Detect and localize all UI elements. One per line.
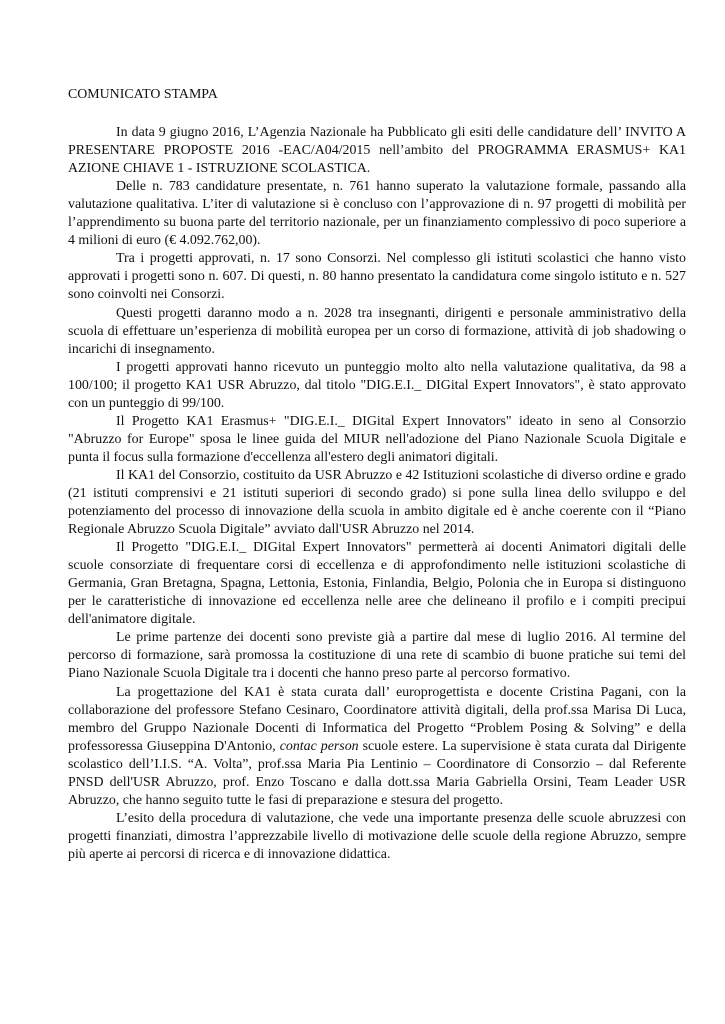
paragraph-candidature: Delle n. 783 candidature presentate, n. 761 hanno superato la valutazione formale, passando alla valutazione qualitativa. L’iter di valutazione si è concluso con l’approvazione di n. 97 progetti di mobilità per l’apprendimento su buona parte del territorio nazionale, per un finanziamento complessivo di poco superiore a 4 milioni di euro (€ 4.092.762,00). <box>68 179 686 249</box>
paragraph-mobility: Questi progetti daranno modo a n. 2028 tra insegnanti, dirigenti e personale amministrativo della scuola di effettuare un’esperienza di mobilità europea per un corso di formazione, attività di job shadowing o incarichi di insegnamento. <box>68 305 686 357</box>
paragraph-intro: In data 9 giugno 2016, L’Agenzia Nazionale ha Pubblicato gli esiti delle candidature dell’ INVITO A PRESENTARE PROPOSTE 2016 -EAC/A04/2015 nell’ambito del PROGRAMMA ERASMUS+ KA1 AZIONE CHIAVE 1 - ISTRUZIONE SCOLASTICA. <box>68 125 686 177</box>
credits-italic-term: contac person <box>279 738 359 754</box>
press-release-page <box>68 86 686 864</box>
paragraph-credits <box>68 684 686 810</box>
credits-text-after: scuole estere. La supervisione è stata curata dal Dirigente scolastico dell’I.I.S. “A. Volta”, prof.ssa Maria Pia Lentinio – Coordinatore di Consorzio – dal Referente PNSD dell'USR Abruzzo, prof. Enzo Toscano e dalla dott.ssa Maria Gabriella Orsini, Team Leader USR Abruzzo, che hanno seguito tutte le fasi di preparazione e stesura del progetto. <box>68 738 687 808</box>
document-title: COMUNICATO STAMPA <box>68 87 218 102</box>
paragraph-countries: Il Progetto "DIG.E.I._ DIGital Expert Innovators" permetterà ai docenti Animatori digitali delle scuole consorziate di frequentare corsi di eccellenza e di approfondimento nelle istituzioni scolastiche di Germania, Gran Bretagna, Spagna, Lettonia, Estonia, Finlandia, Belgio, Polonia che in Europa si distinguono per le caratteristiche di innovazione ed eccellenza nelle aree che delineano il profilo e i compiti precipui dell'animatore digitale. <box>68 540 686 628</box>
paragraph-departures: Le prime partenze dei docenti sono previste già a partire dal mese di luglio 2016. Al termine del percorso di formazione, sarà promossa la costituzione di una rete di scambio di buone pratiche sui temi del Piano Nazionale Scuola Digitale tra i docenti che hanno preso parte al percorso formativo. <box>68 630 686 682</box>
paragraph-scores: I progetti approvati hanno ricevuto un punteggio molto alto nella valutazione qualitativa, da 98 a 100/100; il progetto KA1 USR Abruzzo, dal titolo "DIG.E.I._ DIGital Expert Innovators", è stato approvato con un punteggio di 99/100. <box>68 359 686 411</box>
paragraph-project-digei: Il Progetto KA1 Erasmus+ "DIG.E.I._ DIGital Expert Innovators" ideato in seno al Consorzio "Abruzzo for Europe" sposa le linee guida del MIUR nell'adozione del Piano Nazionale Scuola Digitale e punta il focus sulla formazione d'eccellenza all'estero degli animatori digitali. <box>68 413 686 465</box>
credits-text-before: La progettazione del KA1 è stata curata dall’ europrogettista e docente Cristina Pagani, con la collaborazione del professore Stefano Cesinaro, Coordinatore attività digitali, della prof.ssa Marisa Di Luca, membro del Gruppo Nazionale Docenti di Informatica del Progetto “Problem Posing & Solving” e della professoressa Giuseppina D'Antonio, <box>68 684 686 754</box>
paragraph-consortium: Il KA1 del Consorzio, costituito da USR Abruzzo e 42 Istituzioni scolastiche di diverso ordine e grado (21 istituti comprensivi e 21 istituti superiori di secondo grado) si pone sulla linea dello sviluppo e del potenziamento del processo di innovazione della scuola in ambito digitale ed è anche coerente con il “Piano Regionale Abruzzo Scuola Digitale” avviato dall'USR Abruzzo nel 2014. <box>68 467 686 538</box>
paragraph-consorzi: Tra i progetti approvati, n. 17 sono Consorzi. Nel complesso gli istituti scolastici che hanno visto approvati i progetti sono n. 607. Di questi, n. 80 hanno presentato la candidatura come singolo istituto e n. 527 sono coinvolti nei Consorzi. <box>68 251 686 303</box>
paragraph-conclusion: L’esito della procedura di valutazione, che vede una importante presenza delle scuole abruzzesi con progetti finanziati, dimostra l’apprezzabile livello di motivazione delle scuole della regione Abruzzo, sempre più aperte ai percorsi di ricerca e di innovazione didattica. <box>68 810 686 862</box>
